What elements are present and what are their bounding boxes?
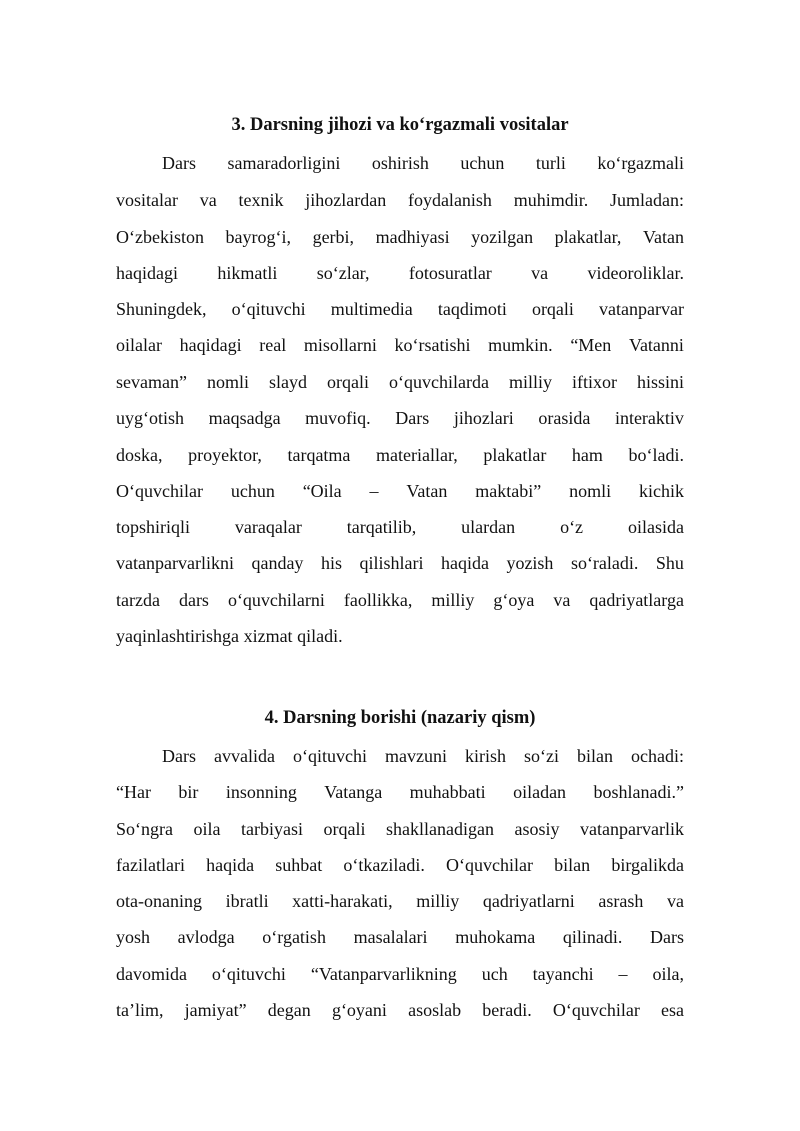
text-line: So‘ngra oila tarbiyasi orqali shakllanadigan asosiy vatanparvarlik (116, 819, 684, 839)
text-line: uyg‘otish maqsadga muvofiq. Dars jihozlari orasida interaktiv (116, 408, 684, 428)
text-line: ta’lim, jamiyat” degan g‘oyani asoslab beradi. O‘quvchilar esa (116, 1000, 684, 1020)
text-line: Shuningdek, o‘qituvchi multimedia taqdimoti orqali vatanparvar (116, 299, 684, 319)
text-line: oilalar haqidagi real misollarni ko‘rsatishi mumkin. “Men Vatanni (116, 335, 684, 355)
text-line: doska, proyektor, tarqatma materiallar, plakatlar ham bo‘ladi. (116, 445, 684, 465)
text-line: davomida o‘qituvchi “Vatanparvarlikning uch tayanchi – oila, (116, 964, 684, 984)
text-line: Dars avvalida o‘qituvchi mavzuni kirish so‘zi bilan ochadi: (162, 746, 684, 766)
text-line: fazilatlari haqida suhbat o‘tkaziladi. O‘quvchilar bilan birgalikda (116, 855, 684, 875)
text-line: O‘zbekiston bayrog‘i, gerbi, madhiyasi yozilgan plakatlar, Vatan (116, 227, 684, 247)
text-line: Dars samaradorligini oshirish uchun turli ko‘rgazmali (162, 153, 684, 173)
text-line: haqidagi hikmatli so‘zlar, fotosuratlar va videoroliklar. (116, 263, 684, 283)
text-line: topshiriqli varaqalar tarqatilib, ulardan o‘z oilasida (116, 517, 684, 537)
text-line: O‘quvchilar uchun “Oila – Vatan maktabi” nomli kichik (116, 481, 684, 501)
text-line: sevaman” nomli slayd orqali o‘quvchilarda milliy iftixor hissini (116, 372, 684, 392)
section-3-title: 3. Darsning jihozi va ko‘rgazmali vositalar (231, 115, 569, 135)
text-line: “Har bir insonning Vatanga muhabbati oiladan boshlanadi.” (116, 782, 684, 802)
text-line: yosh avlodga o‘rgatish masalalari muhokama qilinadi. Dars (116, 927, 684, 947)
text-line: vositalar va texnik jihozlardan foydalanish muhimdir. Jumladan: (116, 190, 684, 210)
text-line: ota-onaning ibratli xatti-harakati, milliy qadriyatlarni asrash va (116, 891, 684, 911)
text-line: tarzda dars o‘quvchilarni faollikka, milliy g‘oya va qadriyatlarga (116, 590, 684, 610)
section-4-title: 4. Darsning borishi (nazariy qism) (264, 708, 536, 728)
text-line: yaqinlashtirishga xizmat qiladi. (116, 626, 343, 646)
text-line: vatanparvarlikni qanday his qilishlari haqida yozish so‘raladi. Shu (116, 553, 684, 573)
